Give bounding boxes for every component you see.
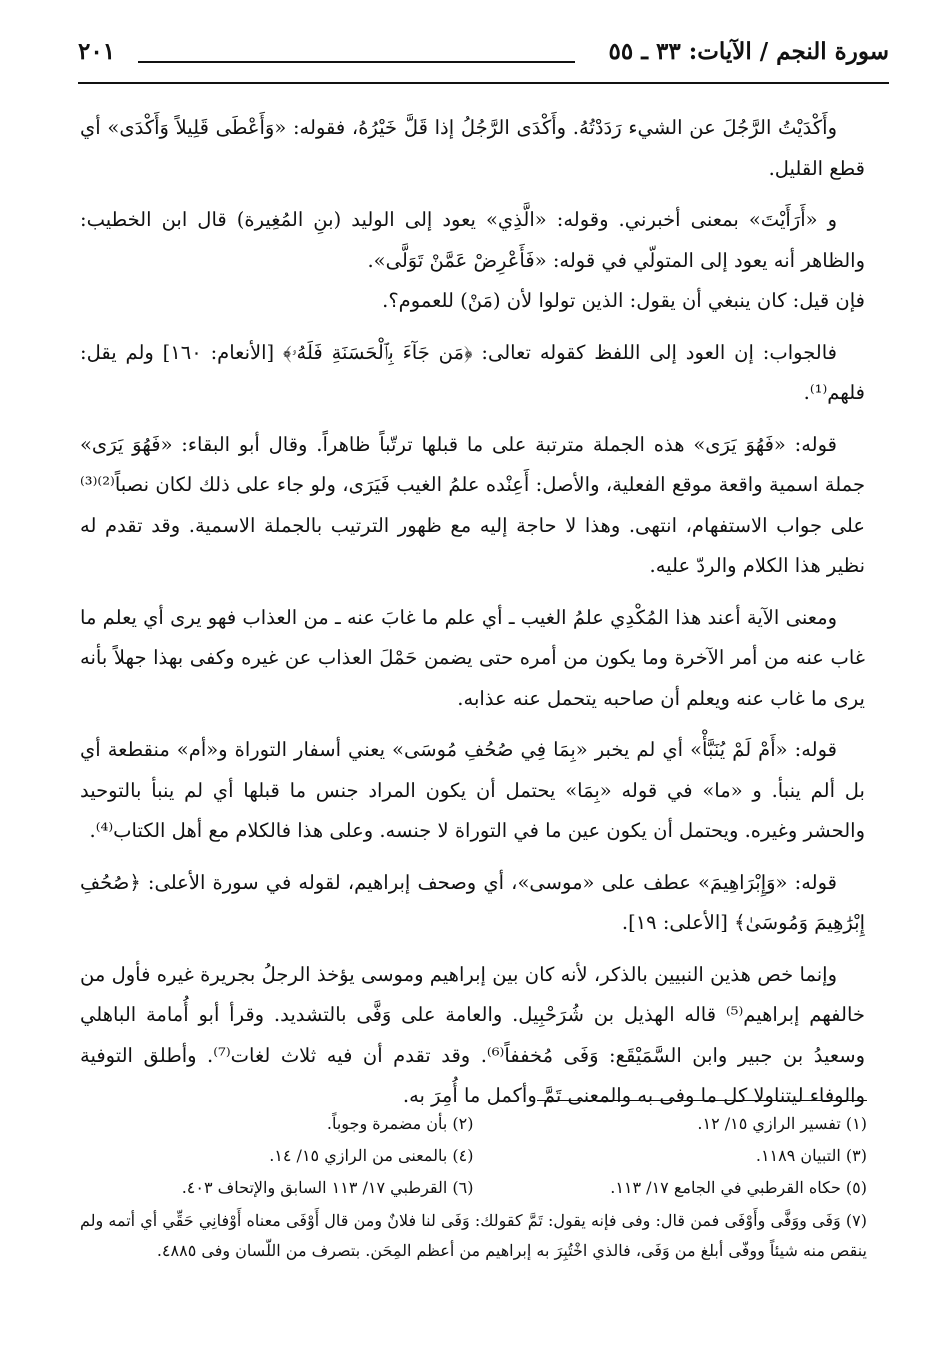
footnote-separator [537,1100,867,1101]
footnote-6: (٦) القرطبي ١٧/ ١١٣ السابق والإتحاف ٤٠٣. [181,1178,474,1197]
footnote-1: (١) تفسير الرازي ١٥/ ١٢. [697,1114,867,1133]
footnote-3: (٣) التبيان ١١٨٩. [755,1146,867,1165]
paragraph: و «أَرَأَيْتَ» بمعنى أخبرني. وقوله: «الَّذِي» يعود إلى الوليد (بنِ المُغِيرة) قال ابن الخطيب: والظاهر أنه يعود إلى المتولّي في قوله: «فَأَعْرِضْ عَمَّنْ تَوَلَّى». فإن قيل: كان ينبغي أن يقول: الذين تولوا لأن (مَنْ) للعموم؟. [80,208,865,312]
footnote-row [80,1108,867,1140]
paragraph: وأَكْدَيْتُ الرَّجُلَ عن الشيء رَدَدْتُهُ. وأَكْدَى الرَّجُلُ إذا قَلَّ خَيْرُهُ، فقوله: «وَأَعْطَى قَلِيلاً وَأَكْدَى» أي قطع القليل. [80,116,865,180]
header-fill-line [138,61,575,63]
running-header [78,34,889,78]
footnote-row [80,1140,867,1172]
footnotes [80,1108,867,1266]
surah-title: سورة النجم / الآيات: ٣٣ ـ ٥٥ [608,38,889,65]
footnote-4: (٤) بالمعنى من الرازي ١٥/ ١٤. [269,1146,474,1165]
paragraph: قوله: «أَمْ لَمْ يُنَبَّأْ» أي لم يخبر «بِمَا فِي صُحُفِ مُوسَى» يعني أسفار التوراة و«أم» منقطعة أي بل ألم ينبأ. و «ما» في قوله «بِمَا» يحتمل أن يكون المراد جنس ما قبلها أي لم ينبأ بالتوحيد والحشر وغيره. ويحتمل أن يكون عين ما في التوراة لا جنسه. وعلى هذا فالكلام مع أهل الكتاب⁽⁴⁾. [80,738,865,842]
paragraph: قوله: «فَهُوَ يَرَى» هذه الجملة مترتبة على ما قبلها ترتّباً ظاهراً. وقال أبو البقاء: «فَهُوَ يَرَى» جملة اسمية واقعة موقع الفعلية، والأصل: أَعِنْده علمُ الغيب فَيَرَى، ولو جاء على ذلك لكان نصباً⁽²⁾⁽³⁾ على جواب الاستفهام، انتهى. وهذا لا حاجة إليه مع ظهور الترتيب بالجملة الاسمية. وقد تقدم له نظير هذا الكلام والردّ عليه. [80,432,865,577]
paragraph: ومعنى الآية أعند هذا المُكْدِي علمُ الغيب ـ أي علم ما غابَ عنه ـ من العذاب فهو يرى أي يعلم ما غاب عنه من أمر الآخرة وما يكون من أمره حتى يضمن حَمْلَ العذاب عن غيره وكفى بهذا جهلاً بأنه يرى ما غاب عنه ويعلم أن صاحبه يتحمل عنه عذابه. [80,605,865,710]
main-text [80,108,865,1128]
page-number: ٢٠١ [78,38,116,65]
footnote-7: (٧) وَفَى ووَفَّى وأَوْفَى فمن قال: وفى فإنه يقول: تَمَّ كقولك: وَفَى لنا فلانٌ ومن قال أَوْفَى معناه أَوْفانِي حَقِّي أي أتمه ولم ينقص منه شيئاً ووفّى أبلغ من وَفَى، فالذي اخْتُبِرَ به إبراهيم من أعظم المِحَن. بتصرف من اللّسان وفى ٤٨٨٥. [80,1211,867,1260]
paragraph: قوله: «وَإِبْرَاهِيمَ» عطف على «موسى»، أي وصحف إبراهيم، لقوله في سورة الأعلى: ﴿صُحُفِ إِبْرَٰهِيمَ وَمُوسَىٰ﴾ [الأعلى: ١٩]. [80,870,865,934]
paragraph: وإنما خص هذين النبيين بالذكر، لأنه كان بين إبراهيم وموسى يؤخذ الرجلُ بجريرة غيره فأول من خالفهم إبراهيم⁽⁵⁾ قاله الهذيل بن شُرَحْبِيل. والعامة على وَفَّى بالتشديد. وقرأ أبو أُمامة الباهلي وسعيدُ بن جبير وابن السَّمَيْقَع: وَفَى مُخففاً⁽⁶⁾. وقد تقدم أن فيه ثلاث لغات⁽⁷⁾. وأطلق التوفية والوفاء ليتناولا كل ما وفى به والمعنى تَمَّ وأكمل ما أُمِرَ به. [80,962,865,1107]
footnote-2: (٢) بأن مضمرة وجوباً. [326,1114,474,1133]
footnote-row [80,1172,867,1204]
paragraph: فالجواب: إن العود إلى اللفظ كقوله تعالى: ﴿مَن جَآءَ بِٱلْحَسَنَةِ فَلَهُۥ﴾ [الأنعام: ١٦٠] ولم يقل: فلهم⁽¹⁾. [80,340,865,404]
footnote-5: (٥) حكاه القرطبي في الجامع ١٧/ ١١٣. [610,1178,867,1197]
header-rule [78,82,889,84]
